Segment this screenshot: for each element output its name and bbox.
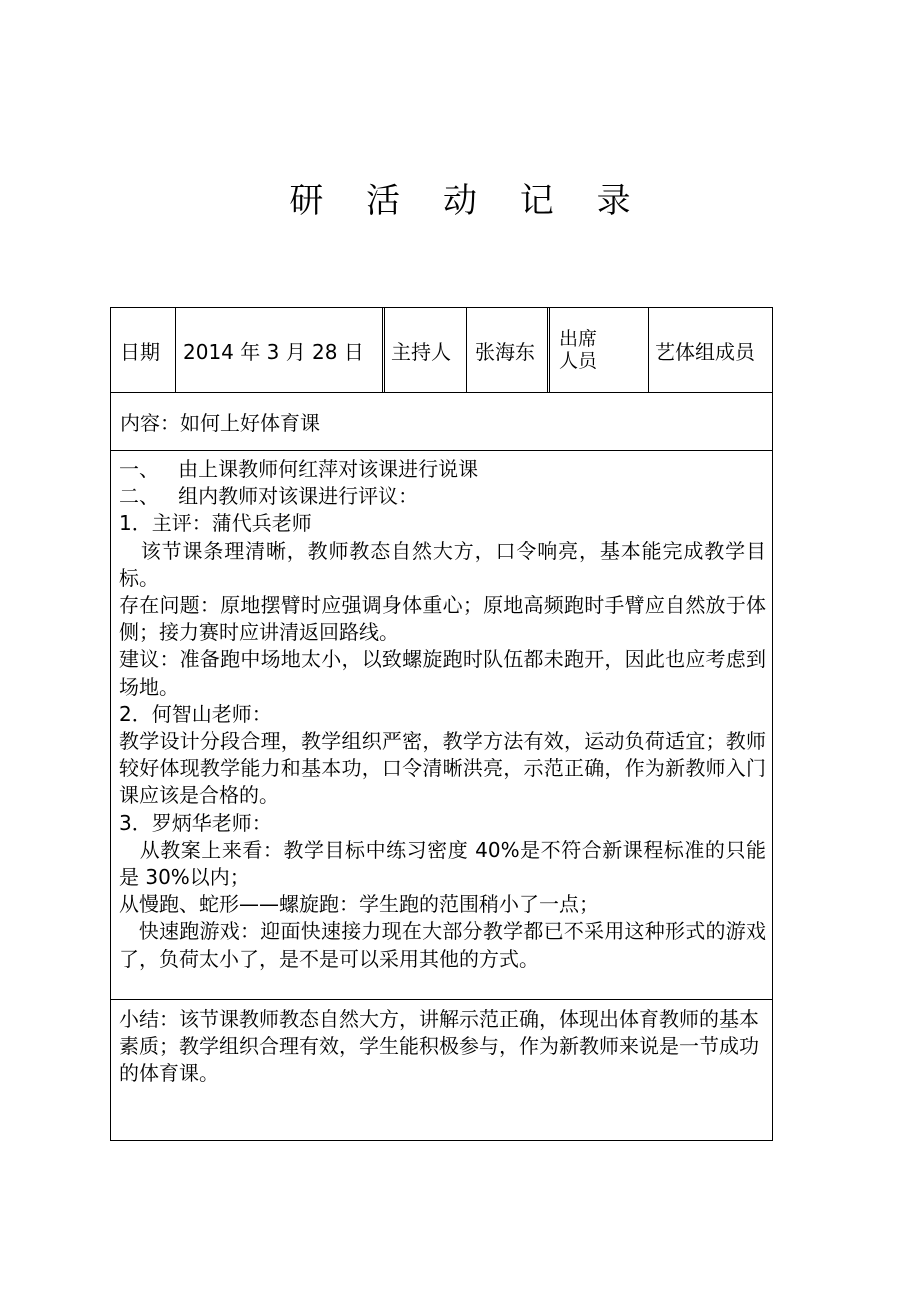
content-row: 内容：如何上好体育课 [111, 393, 772, 451]
body-line: 一、 由上课教师何红萍对该课进行说课 [119, 457, 479, 481]
body-line: 2．何智山老师： [119, 701, 272, 726]
body-line: 从教案上来看：教学目标中练习密度 40%是不符合新课程标准的只能是 30%以内； [119, 837, 767, 890]
body-line: 存在问题：原地摆臂时应强调身体重心；原地高频跑时手臂应自然放于体侧；接力赛时应讲清返回路线。 [119, 593, 766, 645]
body-line: 1．主评：蒲代兵老师 [119, 511, 312, 536]
discussion-body [111, 452, 772, 1000]
body-line: 从慢跑、蛇形——螺旋跑：学生跑的范围稍小了一点； [119, 892, 599, 917]
body-line: 3．罗炳华老师： [119, 810, 272, 835]
body-line: 快速跑游戏：迎面快速接力现在大部分教学都已不采用这种形式的游戏了，负荷太小了，是不是可以采用其他的方式。 [119, 919, 766, 971]
attendees-value: 艺体组成员 [655, 339, 755, 364]
body-line: 该节课条理清晰，教师教态自然大方，口令响亮，基本能完成教学目标。 [119, 538, 767, 590]
body-line: 二、 组内教师对该课进行评议： [119, 484, 419, 509]
attendees-label-line1: 出席 [559, 328, 598, 350]
body-line: 建议：准备跑中场地太小，以致螺旋跑时队伍都未跑开，因此也应考虑到场地。 [119, 647, 766, 699]
record-table [110, 307, 773, 1141]
host-label: 主持人 [391, 339, 451, 364]
page-title: 研 活 动 记 录 [289, 181, 647, 221]
attendees-label-line2: 人员 [559, 350, 598, 372]
host-value: 张海东 [475, 339, 535, 364]
attendees-label [550, 308, 648, 392]
date-value: 2014 年 3 月 28 日 [183, 339, 364, 364]
body-line: 教学设计分段合理，教学组织严密，教学方法有效，运动负荷适宜；教师较好体现教学能力和基本功，口令清晰洪亮，示范正确，作为新教师入门课应该是合格的。 [119, 729, 766, 808]
summary-section [111, 1001, 772, 1140]
header-row [111, 308, 772, 393]
date-label: 日期 [120, 339, 160, 364]
summary-text: 小结：该节课教师教态自然大方，讲解示范正确，体现出体育教师的基本素质；教学组织合理有效，学生能积极参与，作为新教师来说是一节成功的体育课。 [119, 1007, 759, 1086]
